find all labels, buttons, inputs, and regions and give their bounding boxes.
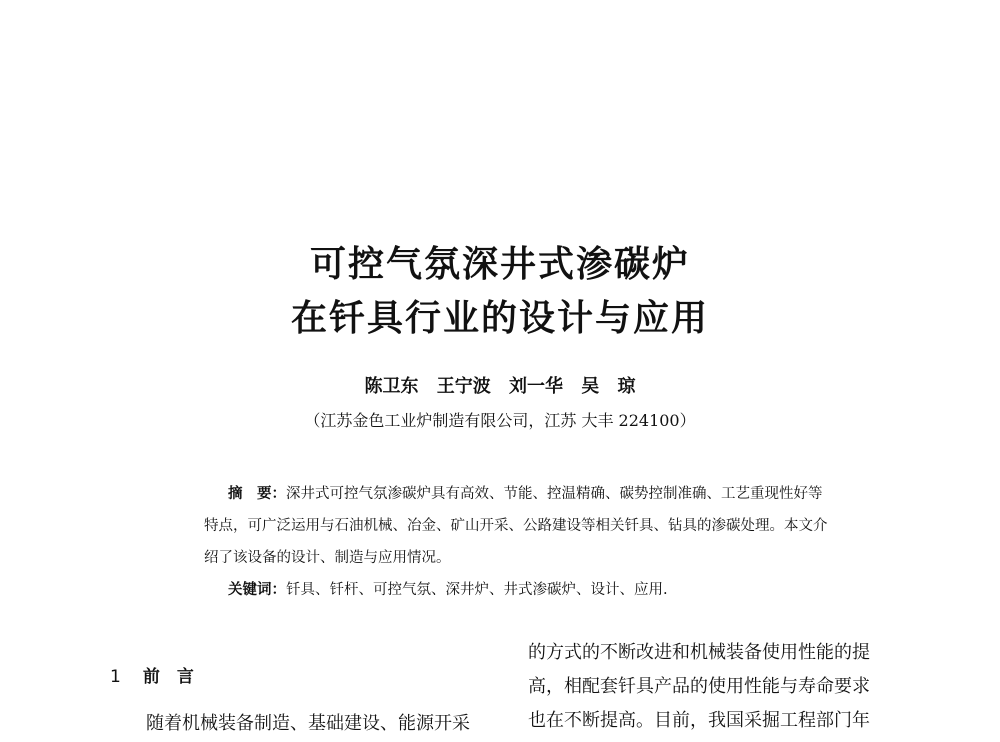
paper-title-line-2: 在钎具行业的设计与应用: [290, 298, 709, 339]
keywords-label: 关键词：: [228, 582, 286, 598]
body-line: 高，相配套钎具产品的使用性能与寿命要求: [528, 676, 870, 697]
section-number: 1: [110, 667, 121, 687]
keywords-paragraph: [204, 574, 828, 606]
authors: 陈卫东 王宁波 刘一华 吴 琼: [364, 376, 636, 397]
abstract-text: 深井式可控气氛渗碳炉具有高效、节能、控温精确、碳势控制准确、工艺重现性好等特点，可广泛运用与石油机械、冶金、矿山开采、公路建设等相关钎具、钻具的渗碳处理。本文介绍了该设备的设计、制造与应用情况。: [204, 486, 828, 566]
affiliation: （江苏金色工业炉制造有限公司，江苏 大丰 224100）: [304, 411, 696, 430]
paper-title-line-1: 可控气氛深井式渗碳炉: [309, 244, 690, 285]
keywords-text: 钎具、钎杆、可控气氛、深井炉、井式渗碳炉、设计、应用.: [286, 582, 668, 598]
body-line: 的方式的不断改进和机械装备使用性能的提: [528, 642, 870, 663]
body-text-right-column: [528, 636, 918, 738]
body-text-left-column: 随着机械装备制造、基础建设、能源开采: [146, 713, 470, 734]
abstract-block: [204, 478, 828, 606]
section-title: 前 言: [142, 667, 194, 687]
section-heading: [110, 662, 194, 687]
abstract-label: 摘 要：: [228, 486, 286, 502]
abstract-paragraph: [204, 478, 828, 574]
body-line: 也在不断提高。目前，我国采掘工程部门年: [528, 710, 870, 731]
